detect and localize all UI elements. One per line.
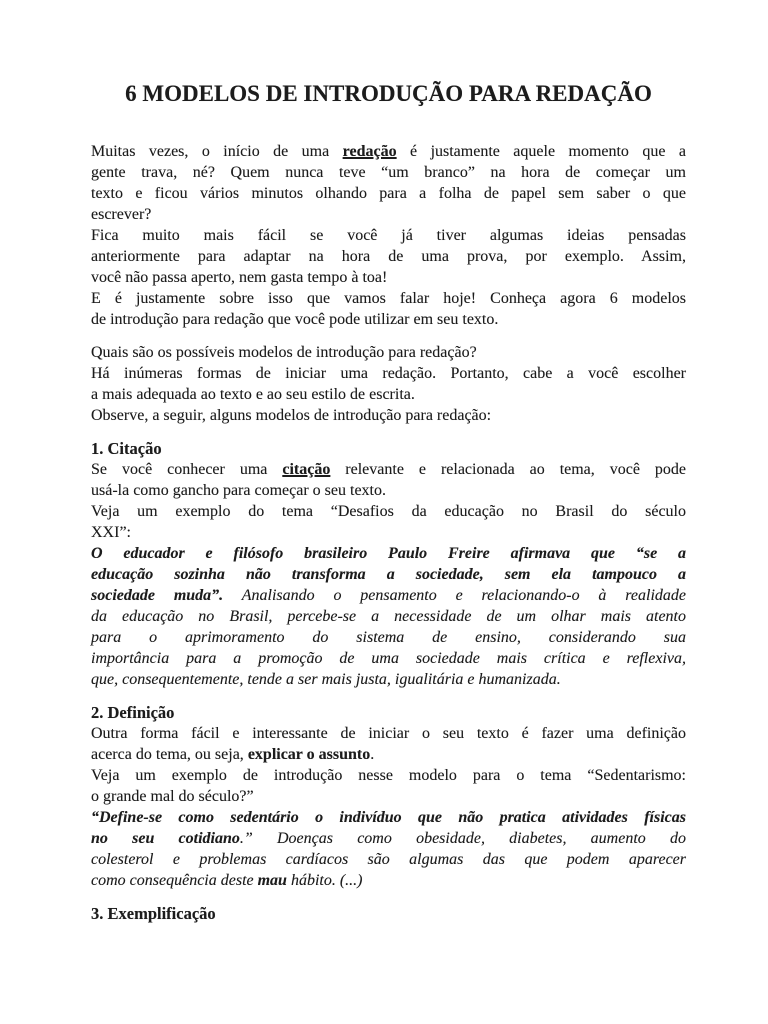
body-paragraph <box>91 459 686 501</box>
text-segment: educação sozinha não transforma a sociedade, sem ela tampouco a <box>91 566 686 583</box>
text-line <box>91 648 686 669</box>
section-heading: 1. Citação <box>91 439 162 458</box>
text-line <box>91 384 686 405</box>
text-line <box>91 765 686 786</box>
document-body <box>91 141 686 924</box>
text-segment: Observe, a seguir, alguns modelos de introdução para redação: <box>91 407 492 424</box>
text-line <box>91 225 686 246</box>
quote-paragraph <box>91 807 686 891</box>
text-segment: você não passa aperto, nem gasta tempo à toa! <box>91 269 388 286</box>
paragraph-spacer <box>91 891 686 903</box>
text-line <box>91 204 686 225</box>
text-line <box>91 480 686 501</box>
text-segment: . <box>370 746 375 763</box>
text-segment: Veja um exemplo do tema “Desafios da educação no Brasil do século <box>91 503 686 520</box>
text-line <box>91 828 686 849</box>
text-segment: redação <box>342 143 397 160</box>
text-segment: como consequência deste <box>91 872 258 889</box>
text-segment: Se você conhecer uma <box>91 461 283 478</box>
body-paragraph <box>91 225 686 288</box>
text-segment: que, consequentemente, tende a ser mais justa, igualitária e humanizada. <box>91 671 561 688</box>
text-segment: texto e ficou vários minutos olhando para a folha de papel sem saber o que <box>91 185 686 202</box>
quote-paragraph <box>91 543 686 690</box>
text-segment: da educação no Brasil, percebe-se a necessidade de um olhar mais atento <box>91 608 686 625</box>
text-segment: explicar o assunto <box>247 746 371 763</box>
text-segment: escrever? <box>91 206 152 223</box>
body-paragraph <box>91 288 686 330</box>
text-line <box>91 288 686 309</box>
text-line <box>91 627 686 648</box>
text-line <box>91 342 686 363</box>
text-line <box>91 744 686 765</box>
body-paragraph <box>91 765 686 807</box>
text-segment: sociedade muda”. <box>91 587 224 604</box>
text-segment: Veja um exemplo de introdução nesse modelo para o tema “Sedentarismo: <box>91 767 686 784</box>
text-segment: O educador e filósofo brasileiro Paulo Freire afirmava que “se a <box>91 545 686 562</box>
text-line <box>91 564 686 585</box>
text-line <box>91 246 686 267</box>
text-segment: no seu cotidiano <box>91 830 240 847</box>
text-line <box>91 849 686 870</box>
text-line <box>91 267 686 288</box>
body-paragraph <box>91 363 686 405</box>
paragraph-spacer <box>91 330 686 342</box>
text-segment: a mais adequada ao texto e ao seu estilo de escrita. <box>91 386 415 403</box>
text-line <box>91 585 686 606</box>
text-segment: Muitas vezes, o início de uma <box>91 143 343 160</box>
text-line <box>91 501 686 522</box>
text-line <box>91 543 686 564</box>
body-paragraph <box>91 723 686 765</box>
section-heading: 3. Exemplificação <box>91 904 216 923</box>
text-line <box>91 405 686 426</box>
text-line <box>91 459 686 480</box>
body-paragraph <box>91 342 686 363</box>
text-line <box>91 870 686 891</box>
text-segment: para o aprimoramento do sistema de ensino, considerando sua <box>91 629 686 646</box>
text-line <box>91 141 686 162</box>
text-segment: mau <box>257 872 287 889</box>
text-segment: Outra forma fácil e interessante de iniciar o seu texto é fazer uma definição <box>91 725 686 742</box>
text-line <box>91 723 686 744</box>
text-segment: colesterol e problemas cardíacos são algumas das que podem aparecer <box>91 851 686 868</box>
text-line <box>91 807 686 828</box>
text-segment: Fica muito mais fácil se você já tiver algumas ideias pensadas <box>91 227 686 244</box>
body-paragraph <box>91 141 686 225</box>
text-segment: anteriormente para adaptar na hora de uma prova, por exemplo. Assim, <box>91 248 686 265</box>
text-line <box>91 522 686 543</box>
text-line <box>91 606 686 627</box>
text-segment: acerca do tema, ou seja, <box>91 746 248 763</box>
text-segment: .” Doenças como obesidade, diabetes, aumento do <box>239 830 686 847</box>
body-paragraph <box>91 405 686 426</box>
text-segment: importância para a promoção de uma sociedade mais crítica e reflexiva, <box>91 650 686 667</box>
text-segment: E é justamente sobre isso que vamos falar hoje! Conheça agora 6 modelos <box>91 290 686 307</box>
text-segment: Analisando o pensamento e relacionando-o à realidade <box>223 587 686 604</box>
text-segment: XXI”: <box>91 524 131 541</box>
text-segment: de introdução para redação que você pode utilizar em seu texto. <box>91 311 499 328</box>
section-heading: 2. Definição <box>91 703 175 722</box>
text-line <box>91 363 686 384</box>
text-segment: o grande mal do século?” <box>91 788 254 805</box>
text-segment: é justamente aquele momento que a <box>396 143 686 160</box>
document-title: 6 MODELOS DE INTRODUÇÃO PARA REDAÇÃO <box>125 81 652 106</box>
text-segment: Quais são os possíveis modelos de introdução para redação? <box>91 344 477 361</box>
text-segment: gente trava, né? Quem nunca teve “um branco” na hora de começar um <box>91 164 686 181</box>
text-line <box>91 183 686 204</box>
text-segment: citação <box>282 461 331 478</box>
text-segment: hábito. (...) <box>286 872 363 889</box>
text-line <box>91 669 686 690</box>
text-line <box>91 786 686 807</box>
text-line <box>91 162 686 183</box>
text-segment: relevante e relacionada ao tema, você pode <box>330 461 687 478</box>
paragraph-spacer <box>91 426 686 438</box>
text-segment: usá-la como gancho para começar o seu texto. <box>91 482 386 499</box>
text-segment: “Define-se como sedentário o indivíduo que não pratica atividades físicas <box>91 809 686 826</box>
text-segment: Há inúmeras formas de iniciar uma redação. Portanto, cabe a você escolher <box>91 365 686 382</box>
body-paragraph <box>91 501 686 543</box>
paragraph-spacer <box>91 690 686 702</box>
text-line <box>91 309 686 330</box>
